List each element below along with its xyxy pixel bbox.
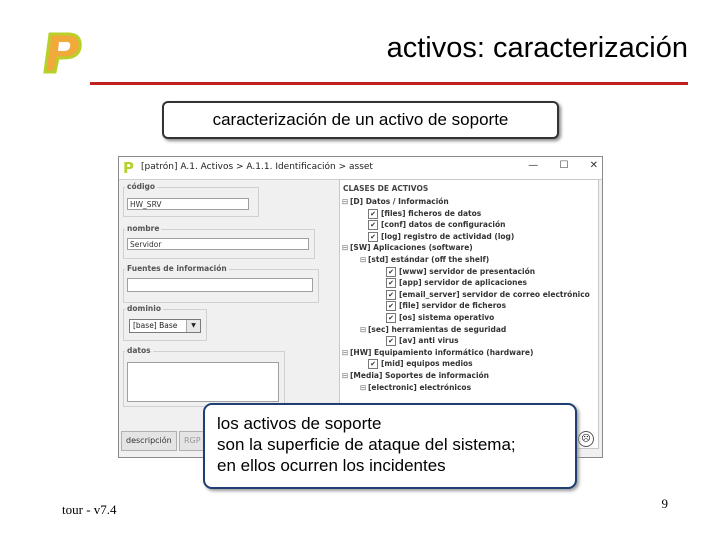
fuentes-input[interactable] — [127, 278, 313, 292]
tree-checkbox[interactable]: ✔ — [386, 278, 396, 288]
chevron-down-icon[interactable]: ▼ — [186, 320, 200, 332]
tree-checkbox[interactable]: ✔ — [386, 267, 396, 277]
tree-node[interactable] — [342, 242, 473, 253]
app-icon: P — [123, 159, 134, 177]
tree-node[interactable] — [378, 335, 459, 346]
tree-header: CLASES DE ACTIVOS — [343, 184, 429, 193]
tree-node-label: [SW] Aplicaciones (software) — [350, 243, 473, 253]
callout-line-1: los activos de soporte — [217, 414, 382, 433]
tree-node-label: [os] sistema operativo — [399, 313, 495, 322]
tree-node-label: [email_server] servidor de correo electrónico — [399, 289, 590, 299]
fuentes-label: Fuentes de información — [127, 264, 227, 273]
tree-checkbox[interactable]: ✔ — [386, 313, 396, 323]
datos-textarea[interactable] — [127, 362, 279, 402]
tree-expander-icon[interactable]: ⊟ — [342, 347, 349, 357]
tree-node[interactable] — [360, 254, 489, 265]
pilar-logo-icon — [42, 30, 86, 74]
tree-node[interactable] — [342, 196, 449, 207]
tree-node-label: [electronic] electrónicos — [368, 382, 472, 392]
close-icon[interactable]: ✕ — [589, 160, 598, 171]
tree-node-label: [av] anti virus — [399, 336, 459, 346]
tree-node[interactable] — [378, 289, 590, 300]
tree-checkbox[interactable]: ✔ — [368, 209, 378, 219]
tree-node[interactable] — [378, 312, 494, 323]
tree-node[interactable] — [360, 382, 471, 393]
tree-expander-icon[interactable]: ⊟ — [342, 197, 349, 206]
page-number: 9 — [661, 496, 668, 511]
tree-expander-icon[interactable]: ⊟ — [342, 371, 349, 380]
tree-checkbox[interactable]: ✔ — [368, 232, 378, 242]
tree-node-label: [log] registro de actividad (log) — [381, 231, 515, 241]
tree-checkbox[interactable]: ✔ — [386, 336, 396, 346]
datos-label: datos — [127, 346, 151, 355]
tree-node-label: [sec] herramientas de seguridad — [368, 324, 507, 334]
tree-node[interactable] — [342, 347, 533, 358]
tree-node-label: [Media] Soportes de información — [350, 371, 490, 380]
slide-title: activos: caracterización — [386, 32, 688, 64]
tree-node-label: [files] ficheros de datos — [381, 208, 482, 218]
tree-node[interactable] — [378, 277, 527, 288]
tree-checkbox[interactable]: ✔ — [386, 301, 396, 311]
tree-expander-icon[interactable]: ⊟ — [360, 382, 367, 392]
tree-checkbox[interactable]: ✔ — [386, 290, 396, 300]
smiley-icon[interactable]: ☹ — [578, 431, 594, 447]
window-title: [patrón] A.1. Activos > A.1.1. Identificación > asset — [141, 162, 373, 172]
tree-checkbox[interactable]: ✔ — [368, 220, 378, 230]
codigo-input[interactable]: HW_SRV — [127, 198, 249, 210]
window-titlebar — [119, 157, 602, 180]
dominio-value: [base] Base — [133, 321, 178, 330]
tree-node-label: [file] servidor de ficheros — [399, 301, 507, 311]
tree-node[interactable] — [360, 231, 514, 242]
tree-node[interactable] — [360, 208, 481, 219]
tree-node-label: [HW] Equipamiento informático (hardware) — [350, 347, 534, 357]
tree-node[interactable] — [342, 370, 489, 381]
codigo-label: código — [127, 182, 156, 191]
tree-node[interactable] — [378, 300, 506, 311]
footer-version: tour - v7.4 — [62, 502, 117, 517]
dominio-select[interactable] — [129, 319, 201, 333]
tree-node-label: [www] servidor de presentación — [399, 266, 536, 276]
nombre-label: nombre — [127, 224, 160, 233]
caption-box: caracterización de un activo de soporte — [162, 101, 559, 139]
tree-node-label: [std] estándar (off the shelf) — [368, 255, 490, 264]
tree-expander-icon[interactable]: ⊟ — [360, 324, 367, 334]
maximize-icon[interactable]: ☐ — [559, 160, 569, 171]
tree-checkbox[interactable]: ✔ — [368, 359, 378, 369]
title-rule — [90, 82, 688, 85]
tree-node[interactable] — [360, 219, 505, 230]
tab-descripcion[interactable]: descripción — [121, 431, 177, 451]
tree-node[interactable] — [378, 266, 535, 277]
minimize-icon[interactable]: — — [528, 160, 539, 171]
tree-node-label: [D] Datos / Información — [350, 197, 449, 206]
tree-node[interactable] — [360, 358, 473, 369]
tree-node[interactable] — [360, 324, 506, 335]
nombre-input[interactable]: Servidor — [127, 238, 309, 250]
dominio-label: dominio — [127, 304, 161, 313]
callout-box — [203, 403, 577, 489]
callout-line-2: son la superficie de ataque del sistema; — [217, 435, 516, 454]
tree-node-label: [mid] equipos medios — [381, 359, 473, 369]
callout-line-3: en ellos ocurren los incidentes — [217, 456, 446, 475]
tree-node-label: [app] servidor de aplicaciones — [399, 278, 528, 288]
tree-node-label: [conf] datos de configuración — [381, 220, 506, 230]
tree-expander-icon[interactable]: ⊟ — [342, 243, 349, 253]
tree-expander-icon[interactable]: ⊟ — [360, 255, 367, 264]
tab-rgp[interactable]: RGP — [179, 431, 206, 451]
